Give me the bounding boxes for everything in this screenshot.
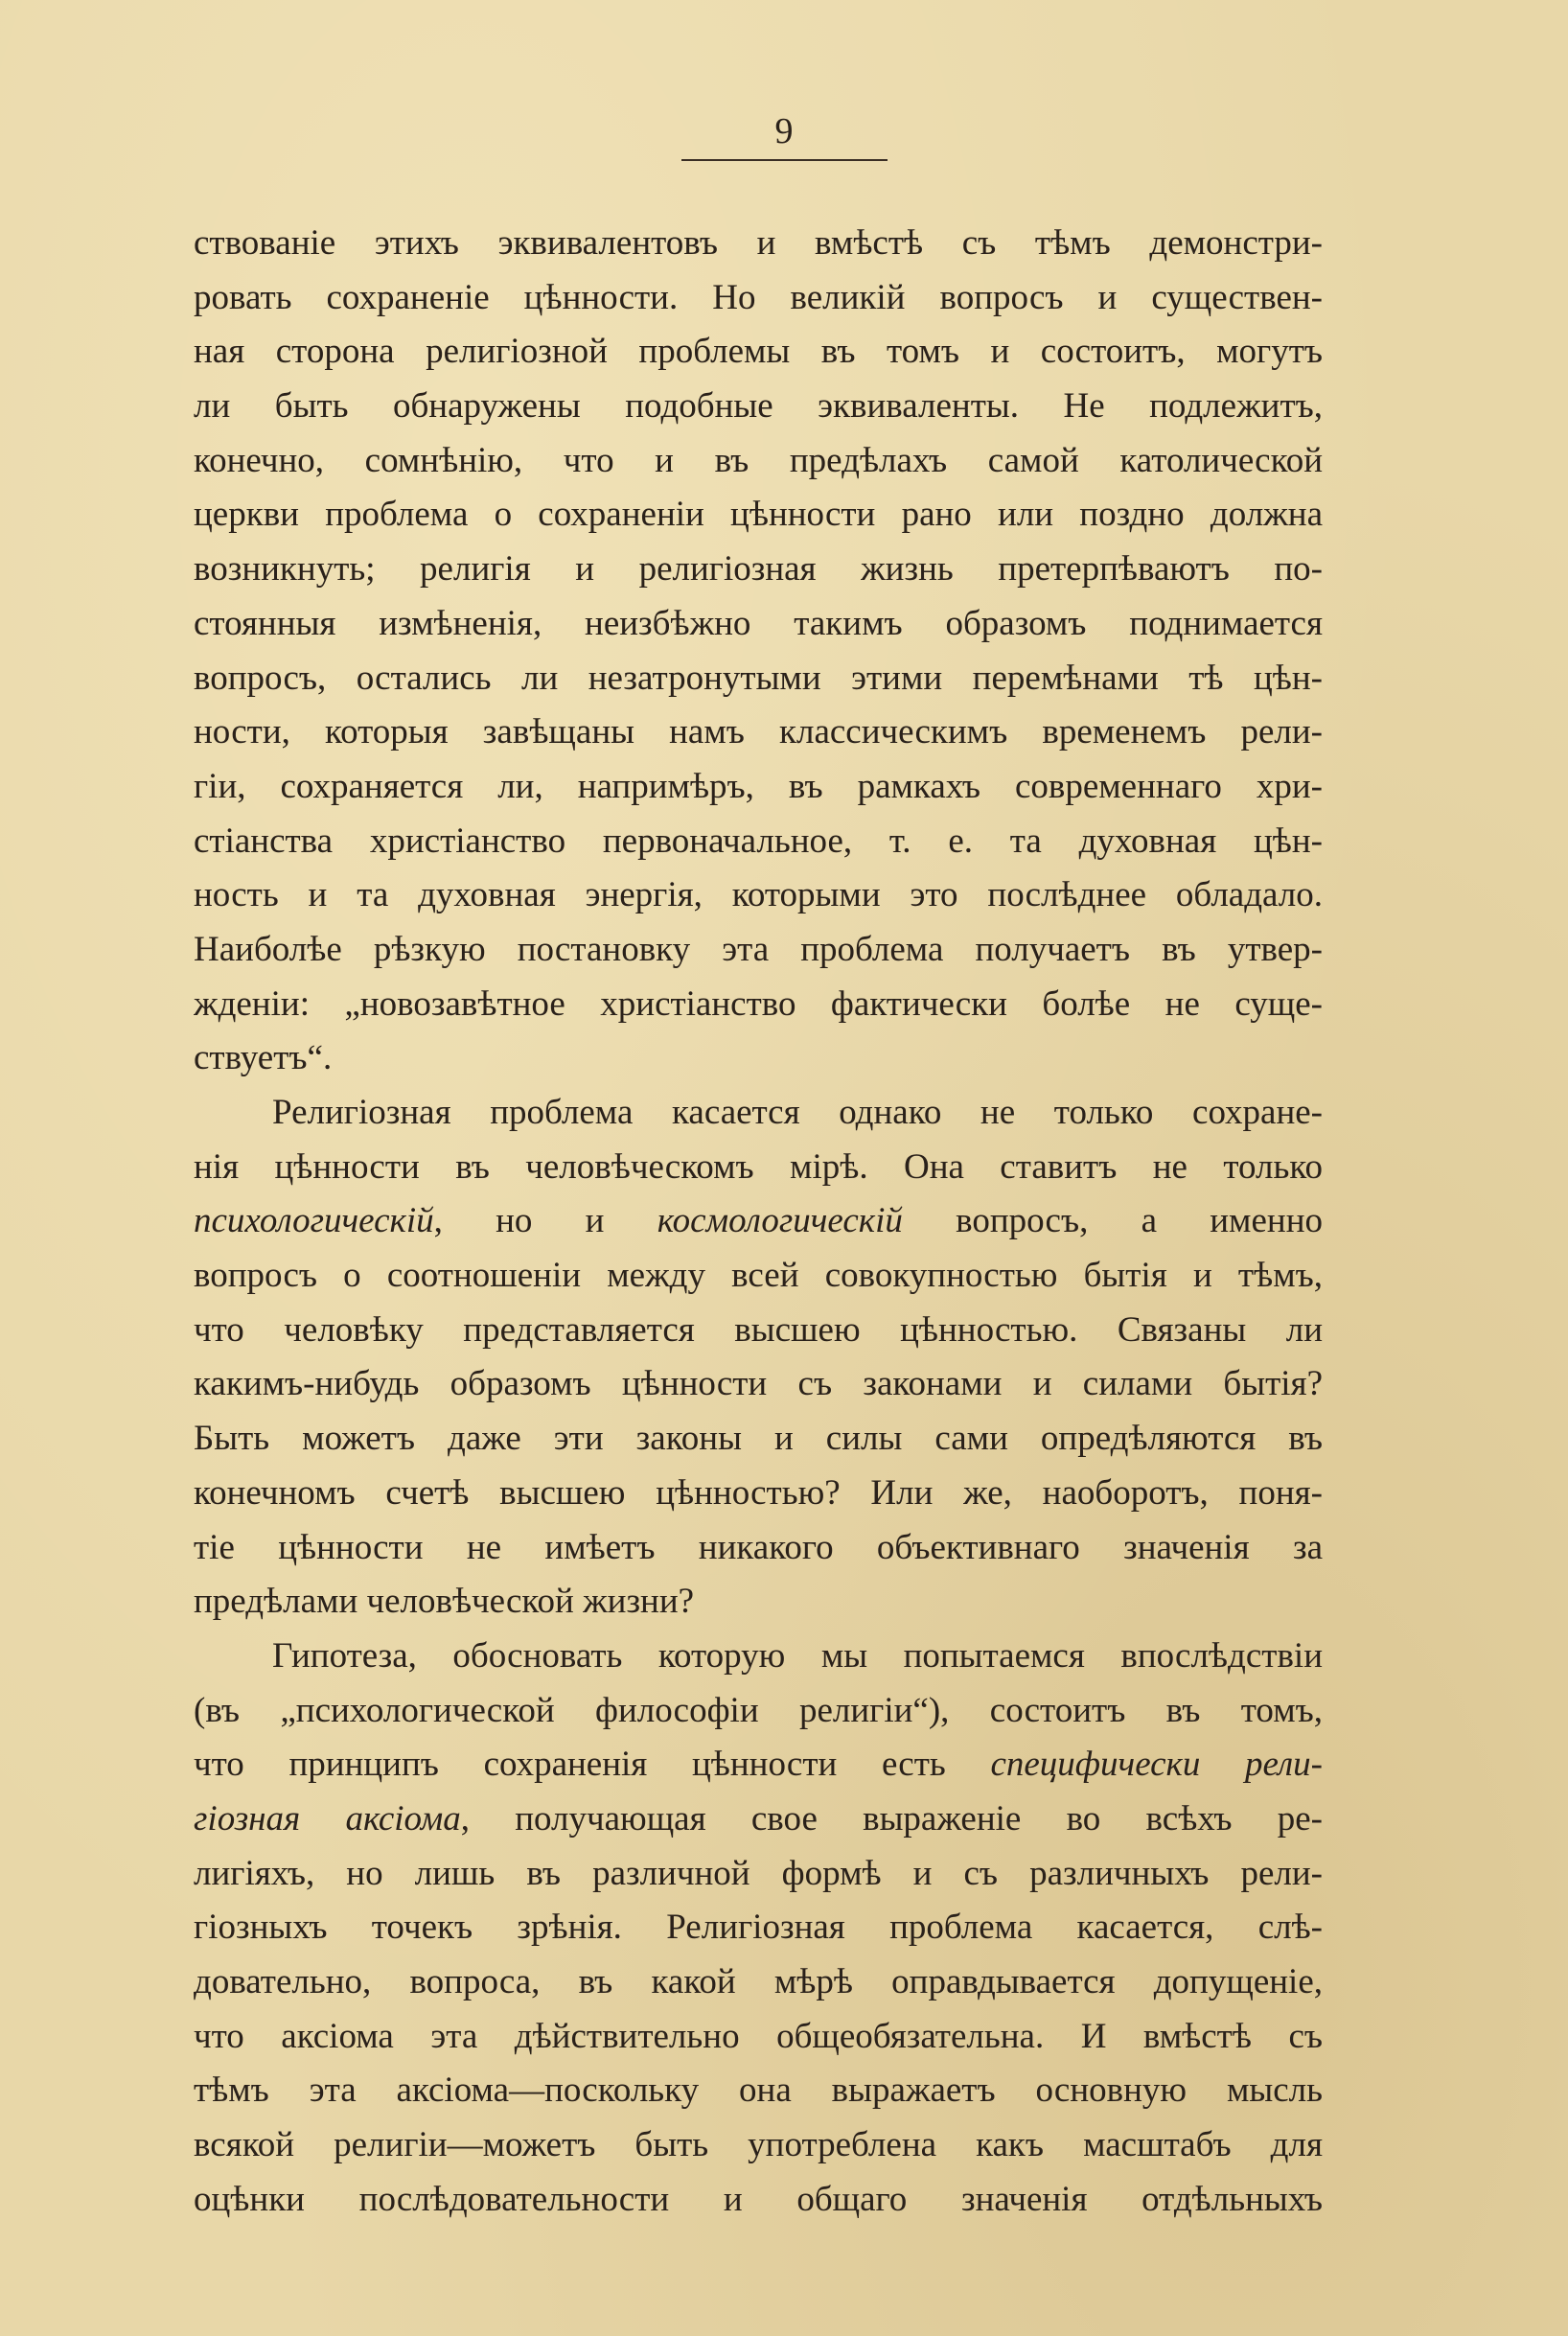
text-line-paragraph-start: Гипотеза, обосновать которую мы попытаемся впослѣдствіи (272, 1635, 1323, 1676)
text-line: нія цѣнности въ человѣческомъ мірѣ. Она ставитъ не только (194, 1146, 1323, 1187)
text-line: ная сторона религіозной проблемы въ томъ и состоитъ, могутъ (194, 332, 1323, 372)
text-line: ствуетъ“. (194, 1038, 333, 1078)
text-line: довательно, вопроса, въ какой мѣрѣ оправдывается допущеніе, (194, 1962, 1323, 2001)
text-line: конечно, сомнѣнію, что и въ предѣлахъ самой католической (194, 440, 1323, 480)
emphasis-text: гіозная аксіома (194, 1798, 461, 1839)
emphasis-text: психологическій (194, 1201, 434, 1241)
text-line: тіе цѣнности не имѣетъ никакого объективнаго значенія за (194, 1527, 1323, 1567)
text-line: тѣмъ эта аксіома—поскольку она выражаетъ основную мысль (194, 2070, 1323, 2111)
text-line: возникнуть; религія и религіозная жизнь претерпѣваютъ по- (194, 549, 1323, 590)
text-line: стоянныя измѣненія, неизбѣжно такимъ образомъ поднимается (194, 603, 1323, 643)
text-line: что аксіома эта дѣйствительно общеобязательна. И вмѣстѣ съ (194, 2016, 1323, 2056)
text-line: ности, которыя завѣщаны намъ классическимъ временемъ рели- (194, 712, 1323, 752)
text-line: ность и та духовная энергія, которыми это послѣднее обладало. (194, 875, 1323, 915)
emphasis-text: специфически рели- (990, 1745, 1323, 1785)
text-line: ровать сохраненіе цѣнности. Но великій вопросъ и существен- (194, 277, 1323, 317)
text-line: жденіи: „новозавѣтное христіанство фактически болѣе не суще- (194, 983, 1323, 1024)
text-line: ствованіе этихъ эквивалентовъ и вмѣстѣ съ тѣмъ демонстри- (194, 223, 1323, 263)
page-header (0, 107, 1568, 161)
text-line: что человѣку представляется высшею цѣнностью. Связаны ли (194, 1309, 1323, 1350)
text-line: какимъ-нибудь образомъ цѣнности съ законами и силами бытія? (194, 1364, 1323, 1404)
body-text (194, 217, 1323, 2227)
text-line: (въ „психологической философіи религіи“), состоитъ въ томъ, (194, 1690, 1323, 1730)
text-line: оцѣнки послѣдовательности и общаго значенія отдѣльныхъ (194, 2179, 1323, 2219)
text-line: Наиболѣе рѣзкую постановку эта проблема получаетъ въ утвер- (194, 929, 1323, 969)
text-line: вопросъ о соотношеніи между всей совокупностью бытія и тѣмъ, (194, 1256, 1323, 1296)
page-number: 9 (774, 111, 794, 151)
text-line: предѣлами человѣческой жизни? (194, 1582, 695, 1622)
text-line: ли быть обнаружены подобные эквиваленты. Не подлежитъ, (194, 386, 1323, 427)
text-line: что принципъ сохраненія цѣнности есть специфически рели- (194, 1745, 1323, 1785)
text-line: церкви проблема о сохраненіи цѣнности рано или поздно должна (194, 495, 1323, 535)
text-line: психологическій, но и космологическій вопросъ, а именно (194, 1201, 1323, 1241)
text-line: гіозныхъ точекъ зрѣнія. Религіозная проблема касается, слѣ- (194, 1908, 1323, 1948)
text-line: Быть можетъ даже эти законы и силы сами опредѣляются въ (194, 1419, 1323, 1459)
header-rule (681, 159, 888, 161)
text-line-paragraph-start: Религіозная проблема касается однако не только сохране- (272, 1093, 1323, 1132)
text-line: гіозная аксіома, получающая свое выраженіе во всѣхъ ре- (194, 1798, 1323, 1839)
text-line: конечномъ счетѣ высшею цѣнностью? Или же, наоборотъ, поня- (194, 1472, 1323, 1513)
text-line: всякой религіи—можетъ быть употреблена какъ масштабъ для (194, 2125, 1323, 2165)
emphasis-text: космологическій (657, 1201, 903, 1241)
text-line: лигіяхъ, но лишь въ различной формѣ и съ различныхъ рели- (194, 1853, 1323, 1893)
text-line: стіанства христіанство первоначальное, т. е. та духовная цѣн- (194, 821, 1323, 861)
text-line: гіи, сохраняется ли, напримѣръ, въ рамкахъ современнаго хри- (194, 766, 1323, 806)
text-line: вопросъ, остались ли незатронутыми этими перемѣнами тѣ цѣн- (194, 658, 1323, 698)
